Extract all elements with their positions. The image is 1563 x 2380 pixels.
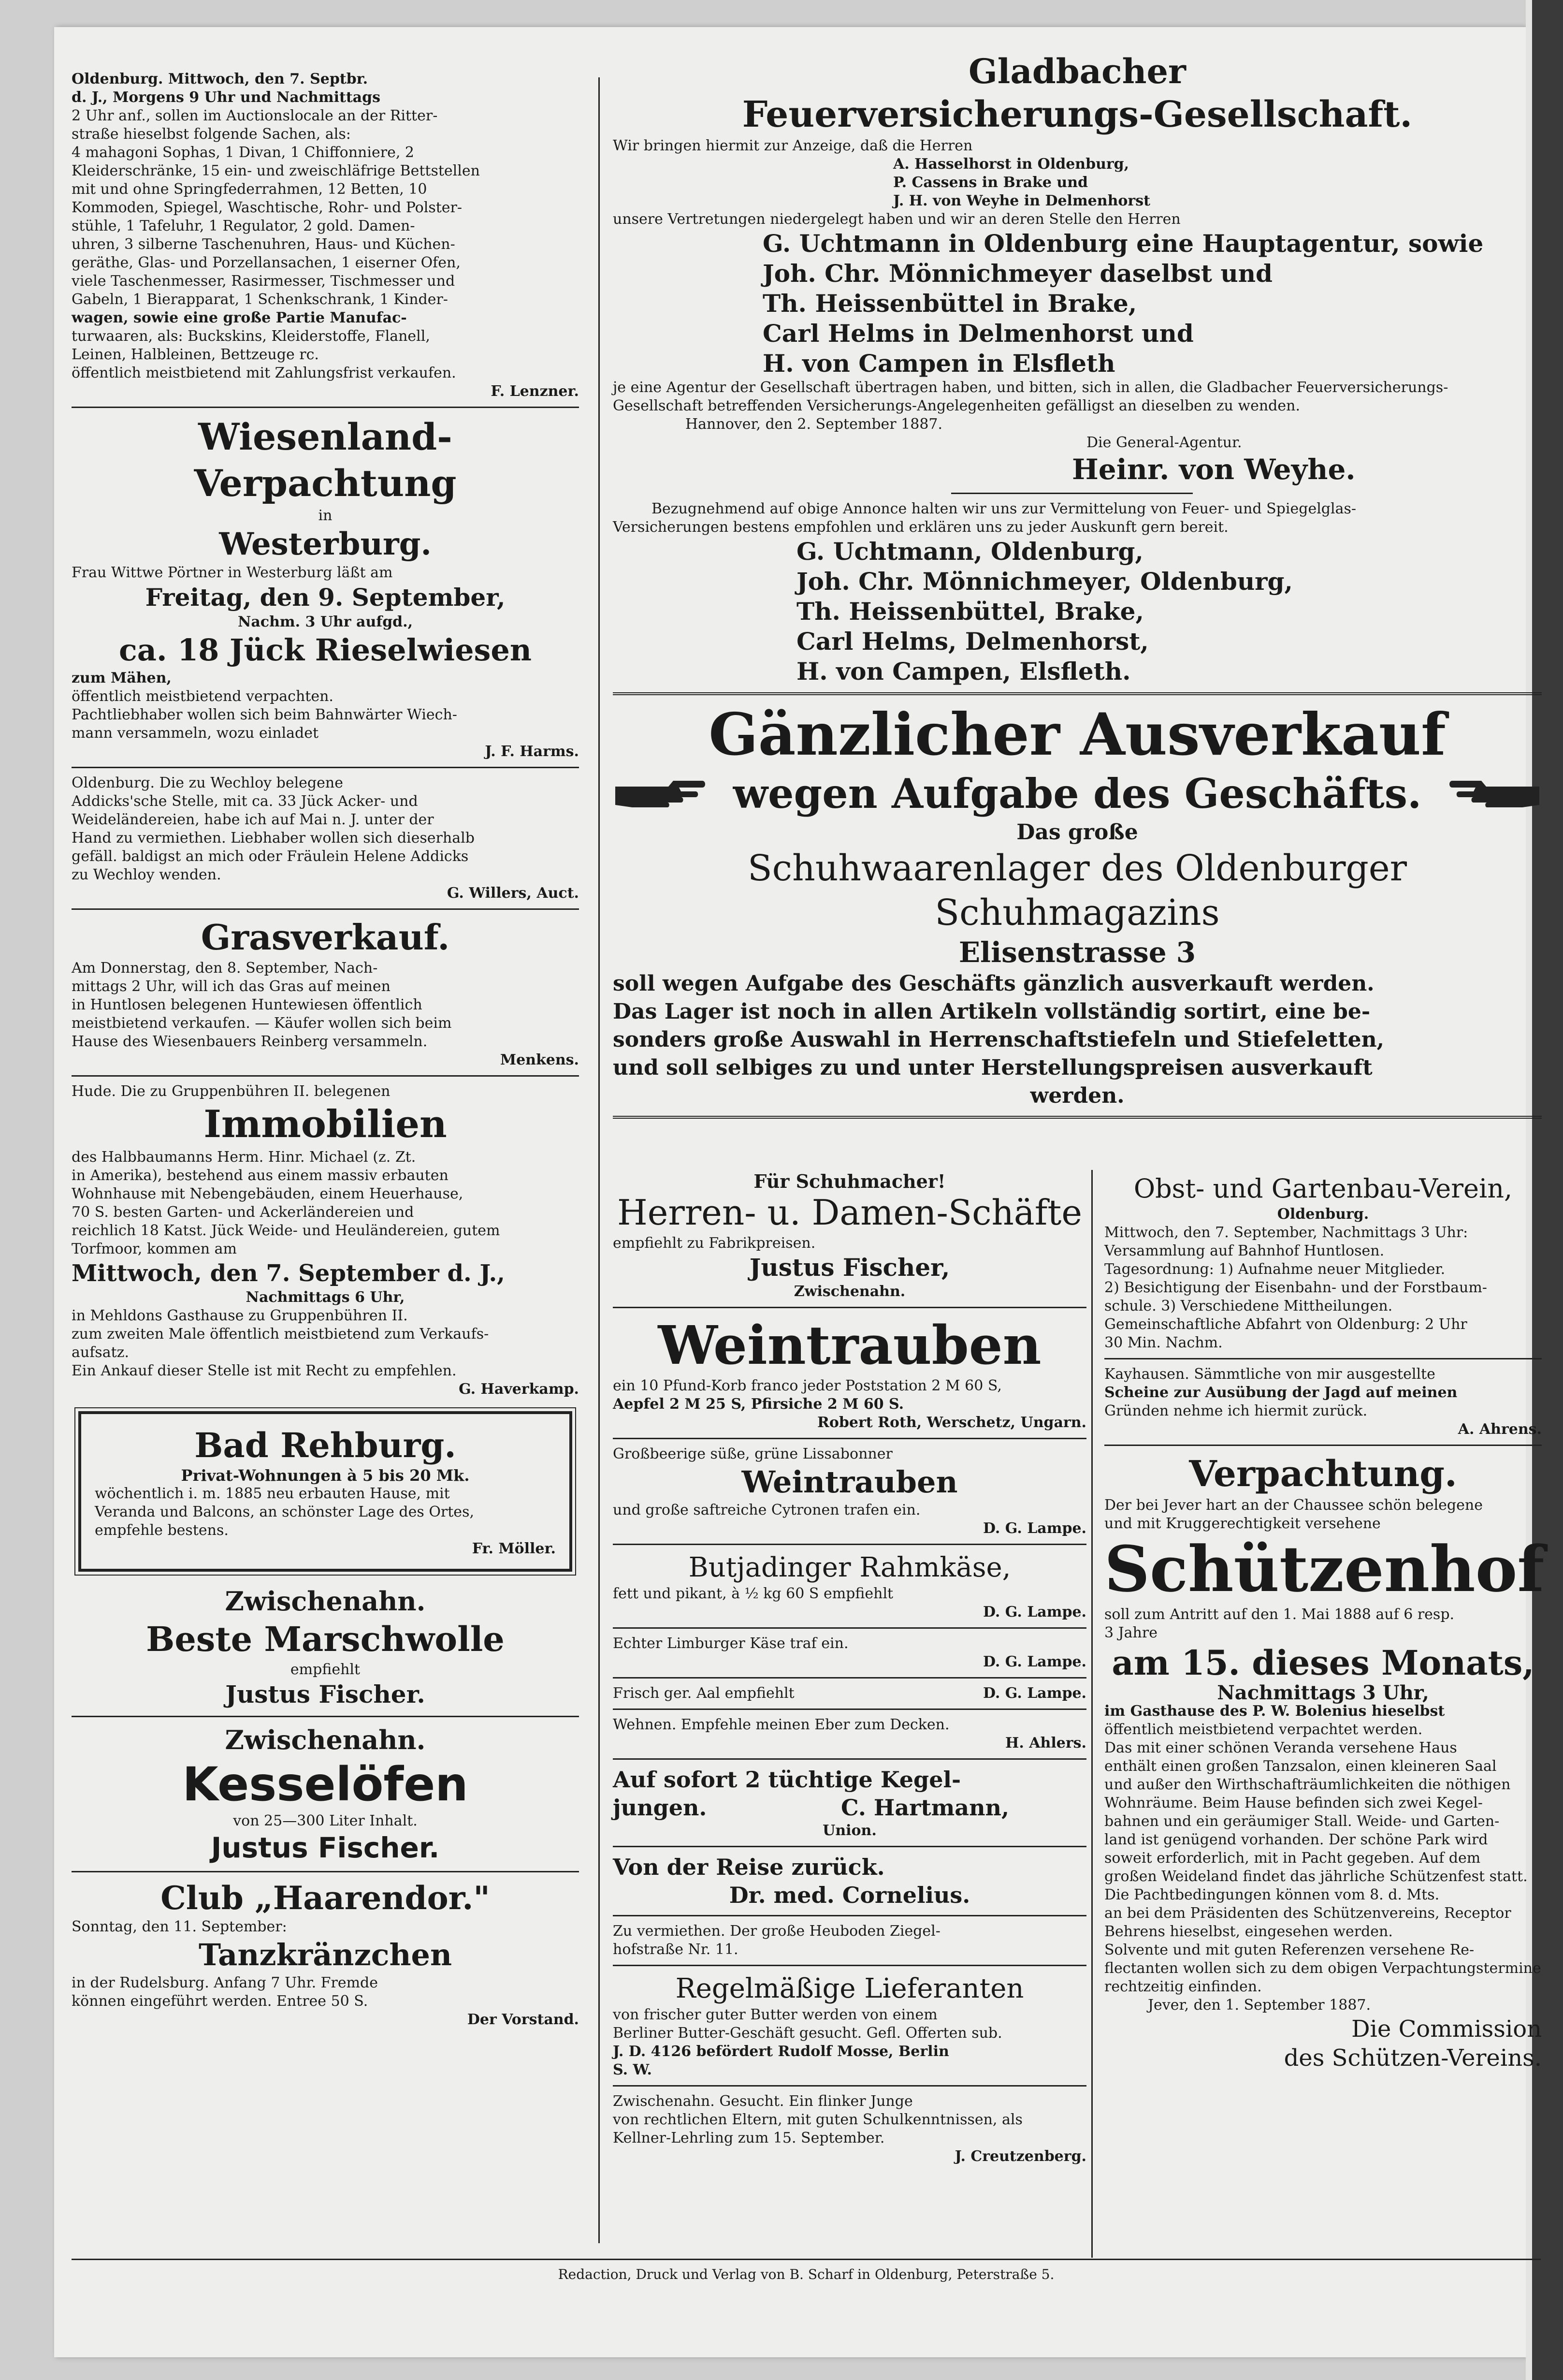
- agent-line: P. Cassens in Brake und: [893, 174, 1088, 191]
- agent-line: Joh. Chr. Mönnichmeyer daselbst und: [763, 259, 1273, 288]
- agent-line: H. von Campen in Elsfleth: [763, 349, 1115, 378]
- text-line: Gesellschaft betreffenden Versicherungs-Angelegenheiten gefälligst an dieselben zu wenden.: [613, 397, 1300, 414]
- signature: Die Commission: [1351, 2015, 1542, 2043]
- text-line: Frau Wittwe Pörtner in Westerburg läßt am: [72, 564, 393, 581]
- clearance-sale-ad: [613, 701, 1542, 1110]
- signature: des Schützen-Vereins.: [1284, 2044, 1542, 2072]
- text-line: und außer den Wirthschafträumlichkeiten die nöthigen: [1104, 1776, 1511, 1793]
- signature: Heinr. von Weyhe.: [1072, 453, 1356, 486]
- text-line: aufsatz.: [72, 1344, 129, 1361]
- text-line: 3 Jahre: [1104, 1624, 1158, 1641]
- text-line: Zwischenahn. Gesucht. Ein flinker Junge: [613, 2093, 913, 2110]
- text-line: ein 10 Pfund-Korb franco jeder Poststation 2 M 60 S,: [613, 1377, 1002, 1394]
- real-estate-ad: [72, 1082, 579, 1399]
- text-line: Nachmittags 6 Uhr,: [246, 1289, 405, 1306]
- text-line: Solvente und mit guten Referenzen versehene Re-: [1104, 1942, 1475, 1958]
- pin-boys-ad: [613, 1766, 1086, 1840]
- text-line: Hannover, den 2. September 1887.: [685, 416, 943, 433]
- column-rule: [598, 77, 600, 2243]
- text-line: Hand zu vermiethen. Liebhaber wollen sich dieserhalb: [72, 830, 475, 847]
- right-wide-section: [613, 51, 1542, 1163]
- text-line: Bezugnehmend auf obige Annonce halten wir uns zur Vermittelung von Feuer- und Spiegelglas-: [651, 500, 1357, 517]
- signature: C. Hartmann,: [841, 1795, 1009, 1821]
- signature: Dr. med. Cornelius.: [729, 1882, 970, 1908]
- text-line: Wohnräume. Beim Hause befinden sich zwei Kegel-: [1104, 1795, 1483, 1811]
- text-line: gefäll. baldigst an mich oder Fräulein Helene Addicks: [72, 848, 469, 865]
- text-line: Torfmoor, kommen am: [72, 1241, 237, 1257]
- text-line: 2) Besichtigung der Eisenbahn- und der Forstbaum-: [1104, 1279, 1487, 1296]
- ad-headline: ca. 18 Jück Rieselwiesen: [119, 632, 532, 668]
- bad-rehburg-ad: [78, 1411, 572, 1572]
- eel-ad: [613, 1684, 1086, 1703]
- text-line: Tagesordnung: 1) Aufnahme neuer Mitglieder.: [1104, 1261, 1446, 1278]
- ad-place: Zwischenahn.: [225, 1586, 426, 1617]
- ad-title: Gladbacher: [969, 51, 1186, 91]
- text-line: Großbeerige süße, grüne Lissabonner: [613, 1446, 893, 1462]
- signature: J. Creutzenberg.: [955, 2148, 1086, 2165]
- text-line: Das große: [1016, 820, 1138, 845]
- text-line: turwaaren, als: Buckskins, Kleiderstoffe, Flanell,: [72, 328, 430, 345]
- text-line: Sonntag, den 11. September:: [72, 1918, 287, 1935]
- kettle-ovens-ad: [72, 1723, 579, 1865]
- text-line: Gründen nehme ich hiermit zurück.: [1104, 1402, 1368, 1419]
- text-line: Privat-Wohnungen à 5 bis 20 Mk.: [181, 1466, 470, 1485]
- agent-line: Joh. Chr. Mönnichmeyer, Oldenburg,: [796, 567, 1293, 596]
- auction-notice: [72, 70, 579, 401]
- text-line: d. J., Morgens 9 Uhr und Nachmittags: [72, 89, 380, 106]
- text-line: empfehle bestens.: [95, 1522, 229, 1539]
- agent-line: G. Uchtmann in Oldenburg eine Hauptagentur, sowie: [763, 229, 1484, 258]
- ad-title: Weintrauben: [658, 1314, 1042, 1376]
- signature: D. G. Lampe.: [983, 1685, 1086, 1702]
- text-line: öffentlich meistbietend verpachten.: [72, 688, 333, 705]
- text-line: Nachmittags 3 Uhr,: [1217, 1681, 1429, 1704]
- agent-line: Th. Heissenbüttel, Brake,: [796, 597, 1144, 626]
- text-line: viele Taschenmesser, Rasirmesser, Tischmesser und: [72, 273, 455, 290]
- text-line: Oldenburg. Mittwoch, den 7. Septbr.: [72, 71, 368, 88]
- agent-line: Carl Helms, Delmenhorst,: [796, 627, 1149, 656]
- text-line: mit und ohne Springfederrahmen, 12 Betten, 10: [72, 181, 427, 198]
- ad-title: Weintrauben: [741, 1464, 958, 1500]
- text-line: Kommoden, Spiegel, Waschtische, Rohr- und Polster-: [72, 199, 463, 216]
- text-line: geräthe, Glas- und Porzellansachen, 1 eiserner Ofen,: [72, 254, 461, 271]
- hunting-permits-ad: [1104, 1365, 1542, 1439]
- text-line: Berliner Butter-Geschäft gesucht. Gefl. Offerten sub.: [613, 2025, 1002, 2042]
- text-line: Echter Limburger Käse traf ein.: [613, 1635, 849, 1652]
- text-line: Gemeinschaftliche Abfahrt von Oldenburg: 2 Uhr: [1104, 1316, 1467, 1333]
- text-line: bahnen und ein geräumiger Stall. Weide- und Garten-: [1104, 1813, 1500, 1830]
- ad-title: Beste Marschwolle: [146, 1619, 505, 1659]
- ad-title: Club „Haarendor.": [160, 1879, 490, 1917]
- text-line: Ein Ankauf dieser Stelle ist mit Recht zu empfehlen.: [72, 1362, 457, 1379]
- agent-line: Carl Helms in Delmenhorst und: [763, 319, 1194, 348]
- text-line: Die General-Agentur.: [1086, 434, 1242, 451]
- text-line: Oldenburg. Die zu Wechloy belegene: [72, 774, 343, 791]
- text-line: rechtzeitig einfinden.: [1104, 1978, 1262, 1995]
- text-line: Für Schuhmacher!: [753, 1170, 946, 1192]
- imprint-footer: Redaction, Druck und Verlag von B. Scharf in Oldenburg, Peterstraße 5.: [558, 2266, 1055, 2282]
- butter-suppliers-ad: [613, 1972, 1086, 2079]
- text-line: Mittwoch, den 7. September, Nachmittags 3 Uhr:: [1104, 1224, 1468, 1241]
- text-line: sonders große Auswahl in Herrenschaftstiefeln und Stiefeletten,: [613, 1027, 1384, 1052]
- text-line: Versammlung auf Bahnhof Huntlosen.: [1104, 1242, 1385, 1259]
- text-line: und soll selbiges zu und unter Herstellungspreisen ausverkauft: [613, 1055, 1373, 1080]
- text-line: Versicherungen bestens empfohlen und erklären uns zu jeder Auskunft gern bereit.: [613, 519, 1229, 536]
- signature: D. G. Lampe.: [983, 1520, 1086, 1537]
- text-line: und mit Kruggerechtigkeit versehene: [1104, 1515, 1381, 1532]
- text-line: soll zum Antritt auf den 1. Mai 1888 auf 6 resp.: [1104, 1606, 1455, 1623]
- text-line: im Gasthause des P. W. Bolenius hieselbst: [1104, 1703, 1445, 1720]
- text-line: in Huntlosen belegenen Huntewiesen öffentlich: [72, 996, 422, 1013]
- text-line: wagen, sowie eine große Partie Manufac-: [72, 309, 407, 326]
- ad-title: Gänzlicher Ausverkauf: [709, 701, 1446, 769]
- signature: Justus Fischer.: [211, 1831, 440, 1864]
- text-line: 2 Uhr anf., sollen im Auctionslocale an der Ritter-: [72, 107, 438, 124]
- pointing-hand-left-icon: [1445, 777, 1542, 811]
- ad-date: Freitag, den 9. September,: [145, 583, 506, 612]
- signature: Menkens.: [500, 1051, 579, 1068]
- text-line: jungen.: [613, 1795, 707, 1821]
- meadow-lease-ad: [72, 414, 579, 761]
- ad-date: am 15. dieses Monats,: [1112, 1643, 1534, 1683]
- text-line: Union.: [823, 1822, 877, 1839]
- ad-title: Grasverkauf.: [201, 917, 450, 958]
- text-line: Das mit einer schönen Veranda versehene Haus: [1104, 1739, 1457, 1756]
- text-line: des Halbbaumanns Herm. Hinr. Michael (z. Zt.: [72, 1149, 416, 1166]
- pointing-hand-right-icon: [613, 777, 709, 811]
- text-line: in der Rudelsburg. Anfang 7 Uhr. Fremde: [72, 1974, 378, 1991]
- farm-rental-notice: [72, 774, 579, 903]
- text-line: mann versammeln, wozu einladet: [72, 725, 319, 742]
- ad-title: Bad Rehburg.: [194, 1425, 456, 1465]
- text-line: Frisch ger. Aal empfiehlt: [613, 1685, 795, 1702]
- text-line: 30 Min. Nachm.: [1104, 1334, 1223, 1351]
- ad-title: Feuerversicherungs-Gesellschaft.: [742, 94, 1413, 135]
- text-line: Das Lager ist noch in allen Artikeln vollständig sortirt, eine be-: [613, 999, 1371, 1024]
- ad-title: Kesselöfen: [182, 1757, 468, 1811]
- signature: D. G. Lampe.: [983, 1653, 1086, 1670]
- schuetzenhof-lease-ad: [1104, 1452, 1545, 2073]
- apprentice-wanted-ad: [613, 2092, 1086, 2166]
- text-line: empfiehlt: [290, 1661, 361, 1678]
- text-line: hofstraße Nr. 11.: [613, 1941, 738, 1958]
- wool-ad: [72, 1584, 579, 1710]
- signature: Justus Fischer.: [225, 1680, 425, 1708]
- ad-place: Oldenburg.: [1277, 1206, 1369, 1223]
- ad-address: Elisenstrasse 3: [958, 936, 1196, 969]
- text-line: S. W.: [613, 2061, 652, 2078]
- signature: Justus Fischer,: [749, 1253, 950, 1282]
- garden-club-ad: [1104, 1172, 1542, 1352]
- text-line: straße hieselbst folgende Sachen, als:: [72, 126, 351, 143]
- text-line: Veranda und Balcons, an schönster Lage des Ortes,: [95, 1504, 474, 1520]
- agent-line: Th. Heissenbüttel in Brake,: [763, 289, 1137, 318]
- text-line: stühle, 1 Tafeluhr, 1 Regulator, 2 gold. Damen-: [72, 218, 415, 234]
- ad-title: Immobilien: [203, 1102, 447, 1146]
- text-line: Leinen, Halbleinen, Bettzeuge rc.: [72, 346, 319, 363]
- ad-title: Wiesenland-Verpachtung: [194, 415, 457, 505]
- ad-place: Zwischenahn.: [225, 1724, 426, 1755]
- text-line: Auf sofort 2 tüchtige Kegel-: [613, 1767, 961, 1793]
- text-line: können eingeführt werden. Entree 50 S.: [72, 1993, 368, 2010]
- text-line: in Mehldons Gasthause zu Gruppenbühren II.: [72, 1307, 408, 1324]
- column-rule: [1091, 1170, 1093, 2258]
- text-line: öffentlich meistbietend mit Zahlungsfrist verkaufen.: [72, 365, 456, 381]
- text-line: Jever, den 1. September 1887.: [1148, 1997, 1371, 2014]
- text-line: Von der Reise zurück.: [613, 1854, 885, 1880]
- text-line: von rechtlichen Eltern, mit guten Schulkenntnissen, als: [613, 2111, 1023, 2128]
- grass-sale-ad: [72, 916, 579, 1069]
- text-line: soll wegen Aufgabe des Geschäfts gänzlich ausverkauft werden.: [613, 971, 1375, 996]
- signature: G. Willers, Auct.: [447, 885, 579, 902]
- text-line: Wohnhause mit Nebengebäuden, einem Heuerhause,: [72, 1185, 463, 1202]
- text-line: land ist genügend vorhanden. Der schöne Park wird: [1104, 1831, 1488, 1848]
- text-line: meistbietend verkaufen. — Käufer wollen sich beim: [72, 1015, 452, 1032]
- text-line: großen Weideland findet das jährliche Schützenfest statt.: [1104, 1868, 1528, 1885]
- ad-title: Regelmäßige Lieferanten: [675, 1973, 1024, 2004]
- text-line: Wehnen. Empfehle meinen Eber zum Decken.: [613, 1716, 950, 1733]
- signature: D. G. Lampe.: [983, 1604, 1086, 1621]
- text-line: enthält einen großen Tanzsalon, einen kleineren Saal: [1104, 1758, 1497, 1775]
- text-line: Hude. Die zu Gruppenbühren II. belegenen: [72, 1083, 391, 1100]
- ad-place: Westerburg.: [219, 526, 432, 562]
- signature: H. Ahlers.: [1005, 1735, 1086, 1752]
- text-line: zu Wechloy wenden.: [72, 866, 221, 883]
- agent-line: H. von Campen, Elsfleth.: [796, 657, 1131, 686]
- ad-subtitle: wegen Aufgabe des Geschäfts.: [733, 770, 1422, 818]
- signature: A. Ahrens.: [1458, 1421, 1542, 1438]
- text-line: von frischer guter Butter werden von einem: [613, 2006, 938, 2023]
- ad-headline: Schützenhof: [1104, 1532, 1545, 1606]
- text-line: Kellner-Lehrling zum 15. September.: [613, 2130, 885, 2146]
- right-column: [1104, 1172, 1545, 2265]
- signature: F. Lenzner.: [491, 383, 579, 400]
- text-line: Gabeln, 1 Bierapparat, 1 Schenkschrank, 1 Kinder-: [72, 291, 448, 308]
- text-line: wöchentlich i. m. 1885 neu erbauten Hause, mit: [95, 1485, 450, 1502]
- boar-ad: [613, 1716, 1086, 1752]
- text-line: in Amerika), bestehend aus einem massiv erbauten: [72, 1167, 449, 1184]
- lisbon-grapes-ad: [613, 1445, 1086, 1538]
- text-line: unsere Vertretungen niedergelegt haben und wir an deren Stelle den Herren: [613, 211, 1181, 228]
- text-line: Pachtliebhaber wollen sich beim Bahnwärter Wiech-: [72, 706, 457, 723]
- text-line: Nachm. 3 Uhr aufgd.,: [237, 613, 413, 630]
- ad-title: Butjadinger Rahmkäse,: [688, 1552, 1011, 1583]
- signature: Der Vorstand.: [467, 2011, 579, 2028]
- text-line: 4 mahagoni Sophas, 1 Divan, 1 Chiffonniere, 2: [72, 144, 414, 161]
- signature: J. F. Harms.: [485, 743, 579, 760]
- text-line: 70 S. besten Garten- und Ackerländereien und: [72, 1204, 414, 1221]
- text-line: fett und pikant, à ½ kg 60 S empfiehlt: [613, 1585, 894, 1602]
- cream-cheese-ad: [613, 1551, 1086, 1621]
- text-line: Kleiderschränke, 15 ein- und zweischläfrige Bettstellen: [72, 162, 480, 179]
- ad-date: Mittwoch, den 7. September d. J.,: [72, 1260, 505, 1287]
- agent-line: J. H. von Weyhe in Delmenhorst: [893, 192, 1150, 209]
- ad-title: Obst- und Gartenbau-Verein,: [1133, 1173, 1513, 1204]
- text-line: uhren, 3 silberne Taschenuhren, Haus- und Küchen-: [72, 236, 455, 253]
- text-line: Scheine zur Ausübung der Jagd auf meinen: [1104, 1384, 1458, 1401]
- ad-headline: Tanzkränzchen: [198, 1937, 452, 1972]
- ad-headline: Schuhwaarenlager des Oldenburger Schuhmagazins: [747, 847, 1407, 934]
- text-line: schule. 3) Verschiedene Mittheilungen.: [1104, 1298, 1393, 1314]
- text-line: empfiehlt zu Fabrikpreisen.: [613, 1235, 816, 1252]
- text-line: Zu vermiethen. Der große Heuboden Ziegel-: [613, 1923, 941, 1940]
- shoemaker-ad: [613, 1172, 1086, 1301]
- hayloft-rent-ad: [613, 1922, 1086, 1959]
- text-line: Kayhausen. Sämmtliche von mir ausgestellte: [1104, 1366, 1435, 1383]
- limburger-ad: [613, 1635, 1086, 1671]
- text-line: je eine Agentur der Gesellschaft übertragen haben, und bitten, sich in allen, die Gladbacher Feuerversicherungs-: [613, 379, 1448, 396]
- signature: Robert Roth, Werschetz, Ungarn.: [817, 1414, 1086, 1431]
- text-line: zum Mähen,: [72, 670, 172, 686]
- club-dance-ad: [72, 1878, 579, 2029]
- text-line: reichlich 18 Katst. Jück Weide- und Heuländereien, gutem: [72, 1222, 500, 1239]
- insurance-ad: [613, 51, 1542, 686]
- middle-column: [613, 1172, 1086, 2265]
- ad-title: Verpachtung.: [1189, 1453, 1457, 1495]
- text-line: mittags 2 Uhr, will ich das Gras auf meinen: [72, 978, 391, 995]
- text-line: und große saftreiche Cytronen trafen ein.: [613, 1502, 921, 1519]
- text-line: an bei dem Präsidenten des Schützenvereins, Receptor: [1104, 1905, 1511, 1922]
- signature: Fr. Möller.: [472, 1540, 556, 1557]
- grapes-ad: [613, 1314, 1086, 1432]
- text-line: Aepfel 2 M 25 S, Pfirsiche 2 M 60 S.: [613, 1396, 904, 1413]
- text-line: Addicks'sche Stelle, mit ca. 33 Jück Acker- und: [72, 793, 418, 810]
- text-line: öffentlich meistbietend verpachtet werden.: [1104, 1721, 1423, 1738]
- text-line: in: [318, 507, 333, 524]
- agent-line: A. Hasselhorst in Oldenburg,: [893, 156, 1129, 173]
- text-line: Hause des Wiesenbauers Reinberg versammeln.: [72, 1033, 428, 1050]
- ad-title: Herren- u. Damen-Schäfte: [617, 1192, 1082, 1233]
- text-line: J. D. 4126 befördert Rudolf Mosse, Berlin: [613, 2043, 949, 2060]
- text-line: flectanten wollen sich zu dem obigen Verpachtungstermine: [1104, 1960, 1541, 1977]
- signature: G. Haverkamp.: [459, 1381, 579, 1398]
- doctor-return-ad: [613, 1853, 1086, 1909]
- agent-line: G. Uchtmann, Oldenburg,: [796, 537, 1143, 566]
- text-line: Die Pachtbedingungen können vom 8. d. Mts.: [1104, 1886, 1440, 1903]
- text-line: zum zweiten Male öffentlich meistbietend zum Verkaufs-: [72, 1326, 489, 1343]
- text-line: Wir bringen hiermit zur Anzeige, daß die Herren: [613, 137, 973, 154]
- text-line: Am Donnerstag, den 8. September, Nach-: [72, 960, 378, 977]
- text-line: Zwischenahn.: [794, 1283, 906, 1300]
- text-line: von 25—300 Liter Inhalt.: [233, 1812, 418, 1829]
- left-column: [72, 51, 579, 2265]
- text-line: Behrens hieselbst, eingesehen werden.: [1104, 1923, 1393, 1940]
- text-line: soweit erforderlich, mit in Pacht gegeben. Auf dem: [1104, 1850, 1481, 1867]
- text-line: werden.: [1030, 1083, 1125, 1108]
- text-line: Weideländereien, habe ich auf Mai n. J. unter der: [72, 811, 434, 828]
- text-line: Der bei Jever hart an der Chaussee schön belegene: [1104, 1497, 1483, 1514]
